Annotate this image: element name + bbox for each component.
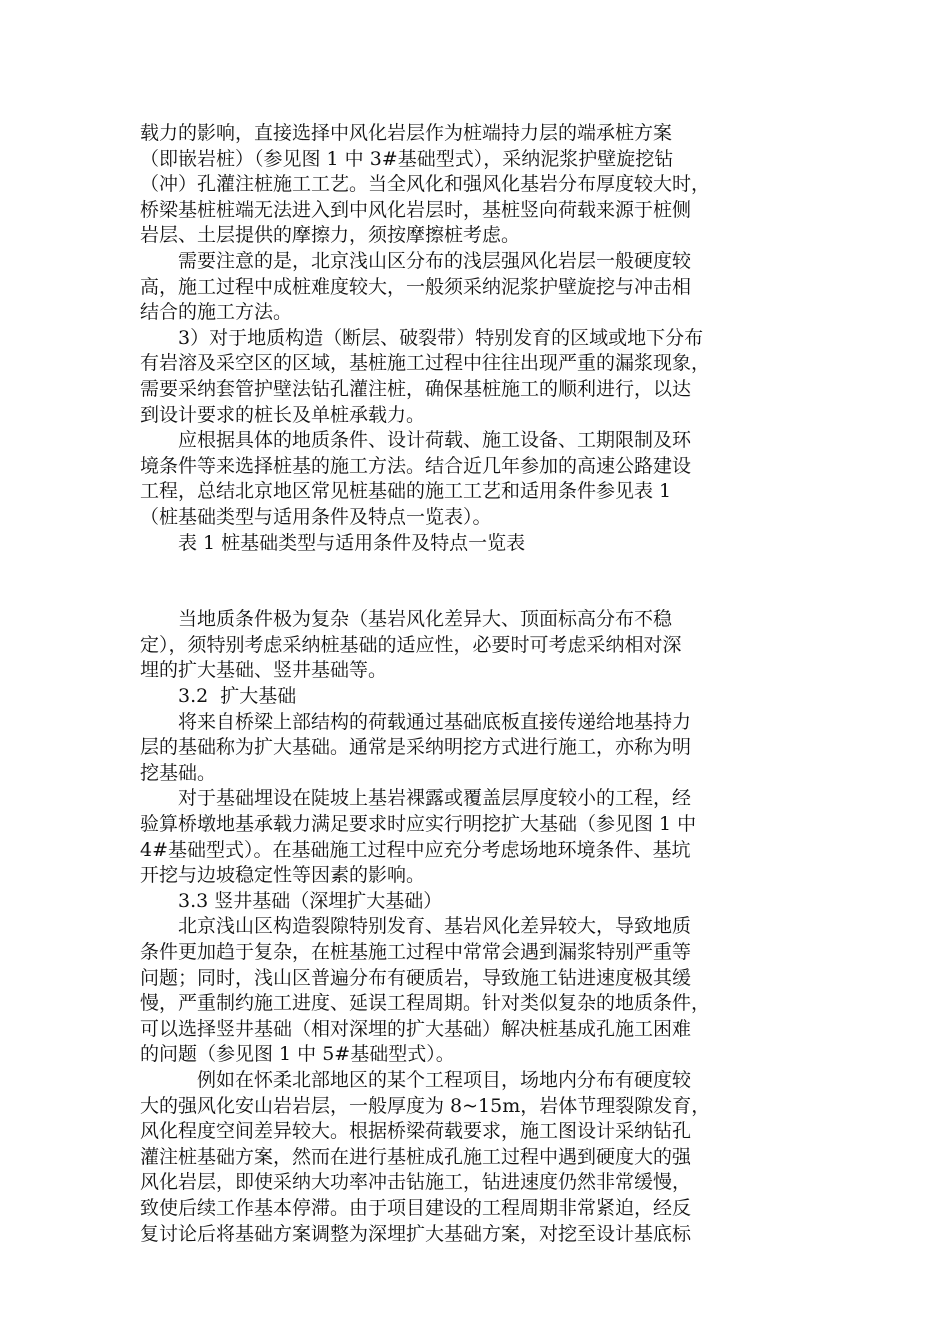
text-line: 岩层、土层提供的摩擦力，须按摩擦桩考虑。 [140,224,521,247]
text-line: 层的基础称为扩大基础。通常是采纳明挖方式进行施工，亦称为明 [140,736,692,759]
text-line: 的问题（参见图 1 中 5#基础型式）。 [140,1043,455,1066]
text-line: 结合的施工方法。 [140,301,293,324]
text-line: 验算桥墩地基承载力满足要求时应实行明挖扩大基础（参见图 1 中 [140,813,697,836]
text-line: 对于基础埋设在陡坡上基岩裸露或覆盖层厚度较小的工程，经 [140,787,692,810]
text-line: 条件更加趋于复杂，在桩基施工过程中常常会遇到漏浆特别严重等 [140,941,692,963]
blank-line [140,582,820,608]
text-line: 有岩溶及采空区的区域，基桩施工过程中往往出现严重的漏浆现象， [140,352,711,375]
text-line: 风化程度空间差异较大。根据桥梁荷载要求，施工图设计采纳钻孔 [140,1120,692,1143]
text-line: 境条件等来选择桩基的施工方法。结合近几年参加的高速公路建设 [140,454,692,477]
text-line: 将来自桥梁上部结构的荷载通过基础底板直接传递给地基持力 [140,710,692,733]
text-line: 慢，严重制约施工进度、延误工程周期。针对类似复杂的地质条件， [140,992,711,1015]
text-line: 北京浅山区构造裂隙特别发育、基岩风化差异较大，导致地质 [140,915,692,938]
text-line: 工程，总结北京地区常见桩基础的施工工艺和适用条件参见表 1 [140,480,672,503]
text-line: （冲）孔灌注桩施工工艺。当全风化和强风化基岩分布厚度较大时， [140,173,711,196]
text-line: 复讨论后将基础方案调整为深埋扩大基础方案，对挖至设计基底标 [140,1222,692,1245]
text-line: 3.3 竖井基础（深埋扩大基础） [140,889,443,912]
text-line: 大的强风化安山岩岩层，一般厚度为 8~15m，岩体节理裂隙发育， [140,1094,711,1117]
text-line: 风化岩层，即使采纳大功率冲击钻施工，钻进速度仍然非常缓慢， [140,1171,692,1194]
text-line: 当地质条件极为复杂（基岩风化差异大、顶面标高分布不稳 [140,608,673,631]
body-text [140,121,820,1247]
text-line: 3）对于地质构造（断层、破裂带）特别发育的区域或地下分布 [140,326,704,349]
text-line: 问题；同时，浅山区普遍分布有硬质岩，导致施工钻进速度极其缓 [140,966,692,989]
text-line: 应根据具体的地质条件、设计荷载、施工设备、工期限制及环 [140,429,692,452]
text-line: 可以选择竖井基础（相对深埋的扩大基础）解决桩基成孔施工困难 [140,1017,692,1040]
text-line: 需要采纳套管护壁法钻孔灌注桩，确保基桩施工的顺利进行，以达 [140,377,692,400]
text-line: 需要注意的是，北京浅山区分布的浅层强风化岩层一般硬度较 [140,249,692,272]
text-line: 埋的扩大基础、竖井基础等。 [140,659,388,682]
text-line: 到设计要求的桩长及单桩承载力。 [140,403,426,426]
text-line: 例如在怀柔北部地区的某个工程项目，场地内分布有硬度较 [140,1068,692,1091]
text-line: 定），须特别考虑采纳桩基础的适应性，必要时可考虑采纳相对深 [140,633,682,656]
text-line: 灌注桩基础方案，然而在进行基桩成孔施工过程中遇到硬度大的强 [140,1145,692,1168]
text-line: 开挖与边坡稳定性等因素的影响。 [140,864,426,887]
blank-line [140,556,820,582]
text-line: （即嵌岩桩）（参见图 1 中 3#基础型式），采纳泥浆护壁旋挖钻 [140,147,674,170]
text-line: 3.2 扩大基础 [140,685,297,708]
text-line: （桩基础类型与适用条件及特点一览表）。 [140,505,492,528]
text-line: 高，施工过程中成桩难度较大，一般须采纳泥浆护壁旋挖与冲击相 [140,275,692,298]
text-line: 载力的影响，直接选择中风化岩层作为桩端持力层的端承桩方案 [140,122,673,144]
text-line: 致使后续工作基本停滞。由于项目建设的工程周期非常紧迫，经反 [140,1196,692,1219]
text-line: 表 1 桩基础类型与适用条件及特点一览表 [140,531,526,554]
text-line: 4#基础型式）。在基础施工过程中应充分考虑场地环境条件、基坑 [140,838,691,861]
text-line: 挖基础。 [140,761,217,784]
text-line: 桥梁基桩桩端无法进入到中风化岩层时，基桩竖向荷载来源于桩侧 [140,198,692,221]
